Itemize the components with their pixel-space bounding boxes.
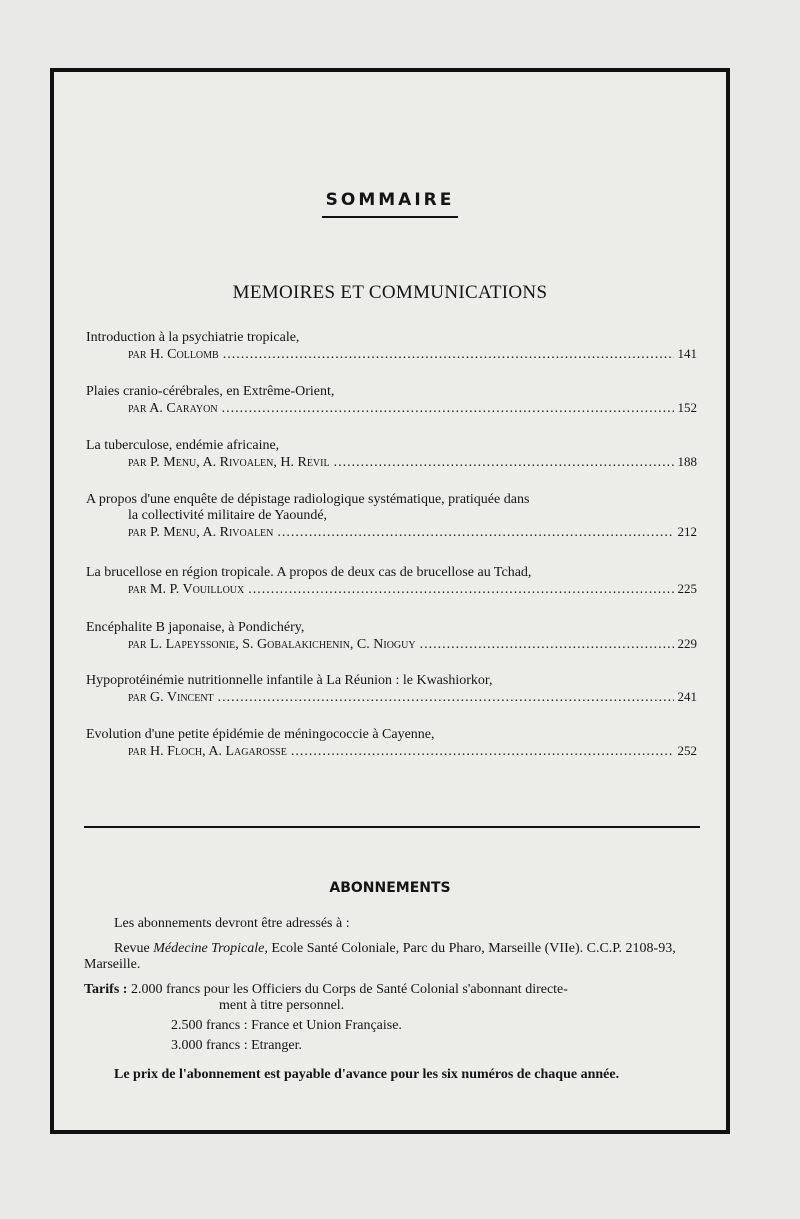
entry-authors: par P. Menu, A. Rivoalen xyxy=(128,525,274,540)
entry-title-continued: la collectivité militaire de Yaoundé, xyxy=(128,508,328,523)
abonnements-prix: Le prix de l'abonnement est payable d'avance pour les six numéros de chaque année. xyxy=(114,1067,620,1082)
entry-title: Plaies cranio-cérébrales, en Extrême-Orient, xyxy=(86,384,335,399)
entry-page: 229 xyxy=(677,636,697,651)
abonnements-heading: ABONNEMENTS xyxy=(329,880,451,896)
toc-entry xyxy=(86,620,697,653)
entry-title: Introduction à la psychiatrie tropicale, xyxy=(86,330,300,345)
entry-page: 152 xyxy=(677,400,697,415)
entry-page: 212 xyxy=(677,524,697,539)
entry-title: La tuberculose, endémie africaine, xyxy=(86,438,280,453)
revue-name: Médecine Tropicale, xyxy=(153,941,268,956)
entry-page: 188 xyxy=(677,454,697,469)
entry-title: Hypoprotéinémie nutritionnelle infantile à La Réunion : le Kwashiorkor, xyxy=(86,673,493,688)
abonnements-intro: Les abonnements devront être adressés à : xyxy=(114,916,350,931)
section-title: MEMOIRES ET COMMUNICATIONS xyxy=(232,282,548,303)
tarif-france: 2.500 francs : France et Union Française. xyxy=(171,1018,402,1033)
tarif-etranger: 3.000 francs : Etranger. xyxy=(171,1038,303,1053)
entry-authors: par H. Floch, A. Lagarosse xyxy=(128,744,287,759)
entry-title: Encéphalite B japonaise, à Pondichéry, xyxy=(86,620,305,635)
entry-title: Evolution d'une petite épidémie de méningococcie à Cayenne, xyxy=(86,727,435,742)
toc-entry xyxy=(86,438,697,471)
entry-page: 141 xyxy=(677,346,697,361)
entry-title: A propos d'une enquête de dépistage radiologique systématique, pratiquée dans xyxy=(86,492,530,507)
tarif-officiers: 2.000 francs pour les Officiers du Corps de Santé Colonial s'abonnant directe- ment à titre personnel. xyxy=(131,982,568,1013)
entry-page: 252 xyxy=(677,743,697,758)
entry-authors: par M. P. Vouilloux xyxy=(128,582,245,597)
entry-authors: par H. Collomb xyxy=(128,347,219,362)
tarifs-block xyxy=(84,982,700,1058)
entry-authors: par A. Carayon xyxy=(128,401,218,416)
page-frame xyxy=(50,68,730,1134)
toc-entry xyxy=(86,673,697,706)
sommaire-heading: SOMMAIRE xyxy=(54,190,726,218)
entry-authors: par G. Vincent xyxy=(128,690,214,705)
toc-entry xyxy=(86,330,697,363)
abonnements-address: Revue Médecine Tropicale, Ecole Santé Coloniale, Parc du Pharo, Marseille (VIIe). C.C.P. 2108-93, Marseille. xyxy=(84,941,676,972)
entry-authors: par L. Lapeyssonie, S. Gobalakichenin, C. Nioguy xyxy=(128,637,416,652)
section-divider xyxy=(84,826,700,828)
tarifs-label: Tarifs : xyxy=(84,982,128,997)
entry-page: 241 xyxy=(677,689,697,704)
abonnements-section xyxy=(84,916,700,1083)
toc-entry xyxy=(86,727,697,760)
entry-page: 225 xyxy=(677,581,697,596)
entry-authors: par P. Menu, A. Rivoalen, H. Revil xyxy=(128,455,330,470)
toc-entry xyxy=(86,565,697,598)
toc-entry xyxy=(86,492,697,541)
toc-entry xyxy=(86,384,697,417)
entry-title: La brucellose en région tropicale. A propos de deux cas de brucellose au Tchad, xyxy=(86,565,532,580)
